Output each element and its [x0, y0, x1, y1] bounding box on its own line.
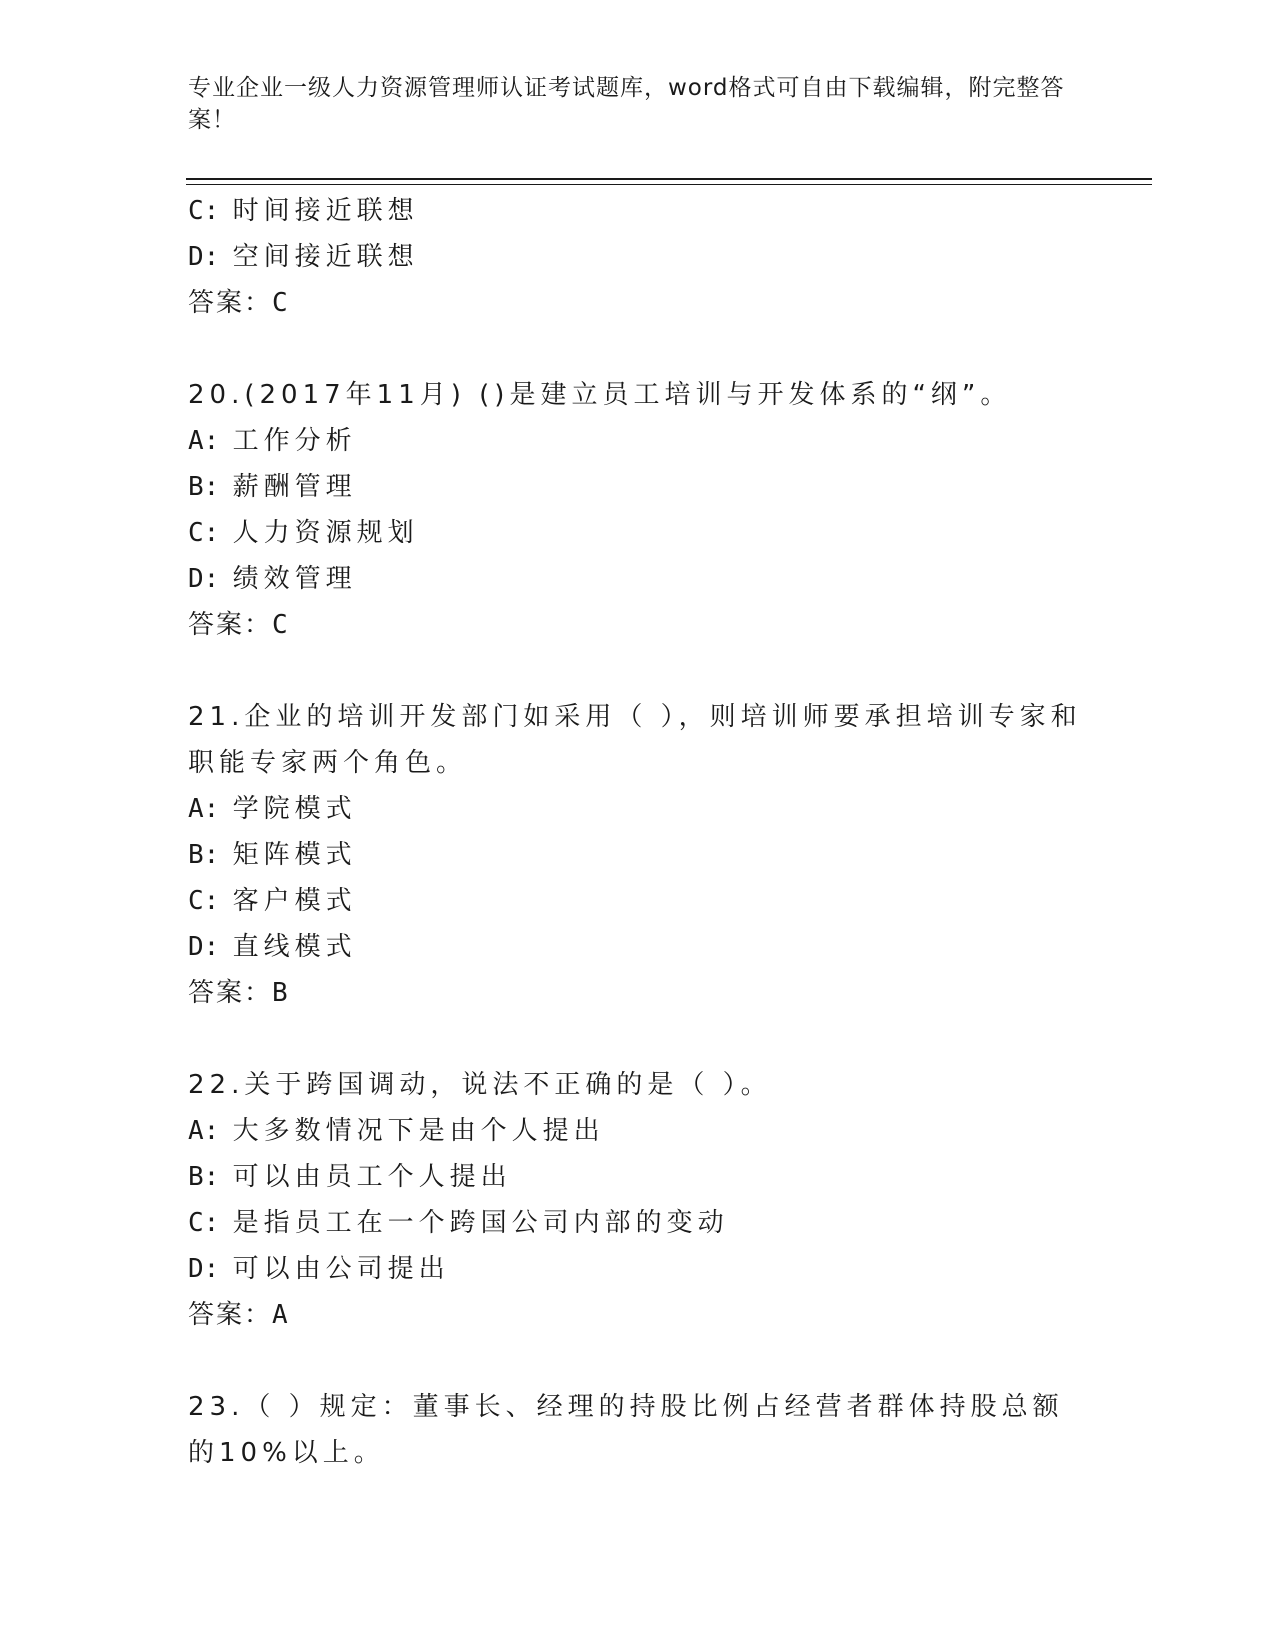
option-text: 直线模式 — [232, 932, 357, 962]
option-letter: A: — [188, 1116, 220, 1146]
option-letter: B: — [188, 472, 220, 502]
option-item — [188, 1246, 1088, 1292]
answer-line — [188, 602, 1088, 648]
answer-label: 答案： — [188, 978, 273, 1008]
option-letter: C: — [188, 518, 220, 548]
question-21 — [188, 694, 1088, 1016]
option-item — [188, 1108, 1088, 1154]
question-20 — [188, 372, 1088, 648]
option-item — [188, 418, 1088, 464]
spacer — [188, 648, 1088, 694]
answer-value: A — [272, 1300, 290, 1330]
question-23 — [188, 1384, 1088, 1476]
option-letter: D: — [188, 564, 220, 594]
question-fragment — [188, 188, 1088, 326]
option-letter: A: — [188, 426, 220, 456]
question-22 — [188, 1062, 1088, 1338]
answer-value: C — [272, 610, 290, 640]
option-text: 可以由公司提出 — [232, 1254, 450, 1284]
option-text: 是指员工在一个跨国公司内部的变动 — [232, 1208, 729, 1238]
option-item — [188, 188, 1088, 234]
option-letter: D: — [188, 242, 220, 272]
question-list — [188, 188, 1088, 1476]
option-letter: C: — [188, 1208, 220, 1238]
option-item — [188, 878, 1088, 924]
option-item — [188, 556, 1088, 602]
answer-line — [188, 280, 1088, 326]
option-letter: B: — [188, 1162, 220, 1192]
option-letter: C: — [188, 886, 220, 916]
option-letter: D: — [188, 932, 220, 962]
option-text: 可以由员工个人提出 — [232, 1162, 512, 1192]
option-text: 绩效管理 — [232, 564, 357, 594]
option-letter: A: — [188, 794, 220, 824]
document-header: 专业企业一级人力资源管理师认证考试题库，word格式可自由下载编辑，附完整答案！ — [188, 75, 1065, 133]
question-stem: 21.企业的培训开发部门如采用（ ），则培训师要承担培训专家和职能专家两个角色。 — [188, 702, 1082, 778]
option-letter: D: — [188, 1254, 220, 1284]
option-text: 时间接近联想 — [232, 196, 419, 226]
answer-label: 答案： — [188, 1300, 273, 1330]
answer-value: C — [272, 288, 290, 318]
spacer — [188, 326, 1088, 372]
option-item — [188, 1200, 1088, 1246]
answer-label: 答案： — [188, 288, 273, 318]
answer-label: 答案： — [188, 610, 273, 640]
option-item — [188, 924, 1088, 970]
option-text: 人力资源规划 — [232, 518, 419, 548]
answer-line — [188, 970, 1088, 1016]
answer-line — [188, 1292, 1088, 1338]
question-stem: 22.关于跨国调动，说法不正确的是（ ）。 — [188, 1070, 772, 1100]
question-stem: 20.(2017年11月) ()是建立员工培训与开发体系的“纲”。 — [188, 380, 1012, 410]
option-letter: C: — [188, 196, 220, 226]
option-item — [188, 786, 1088, 832]
option-text: 客户模式 — [232, 886, 357, 916]
option-item — [188, 1154, 1088, 1200]
option-item — [188, 464, 1088, 510]
option-item — [188, 832, 1088, 878]
option-text: 工作分析 — [232, 426, 357, 456]
answer-value: B — [272, 978, 290, 1008]
option-letter: B: — [188, 840, 220, 870]
question-stem: 23.（ ）规定：董事长、经理的持股比例占经营者群体持股总额的10%以上。 — [188, 1392, 1064, 1468]
spacer — [188, 1016, 1088, 1062]
option-text: 薪酬管理 — [232, 472, 357, 502]
option-text: 空间接近联想 — [232, 242, 419, 272]
option-item — [188, 234, 1088, 280]
option-text: 矩阵模式 — [232, 840, 357, 870]
option-item — [188, 510, 1088, 556]
spacer — [188, 1338, 1088, 1384]
option-text: 学院模式 — [232, 794, 357, 824]
header-rule-thick — [186, 178, 1152, 180]
option-text: 大多数情况下是由个人提出 — [232, 1116, 605, 1146]
header-rule-thin — [186, 184, 1152, 185]
